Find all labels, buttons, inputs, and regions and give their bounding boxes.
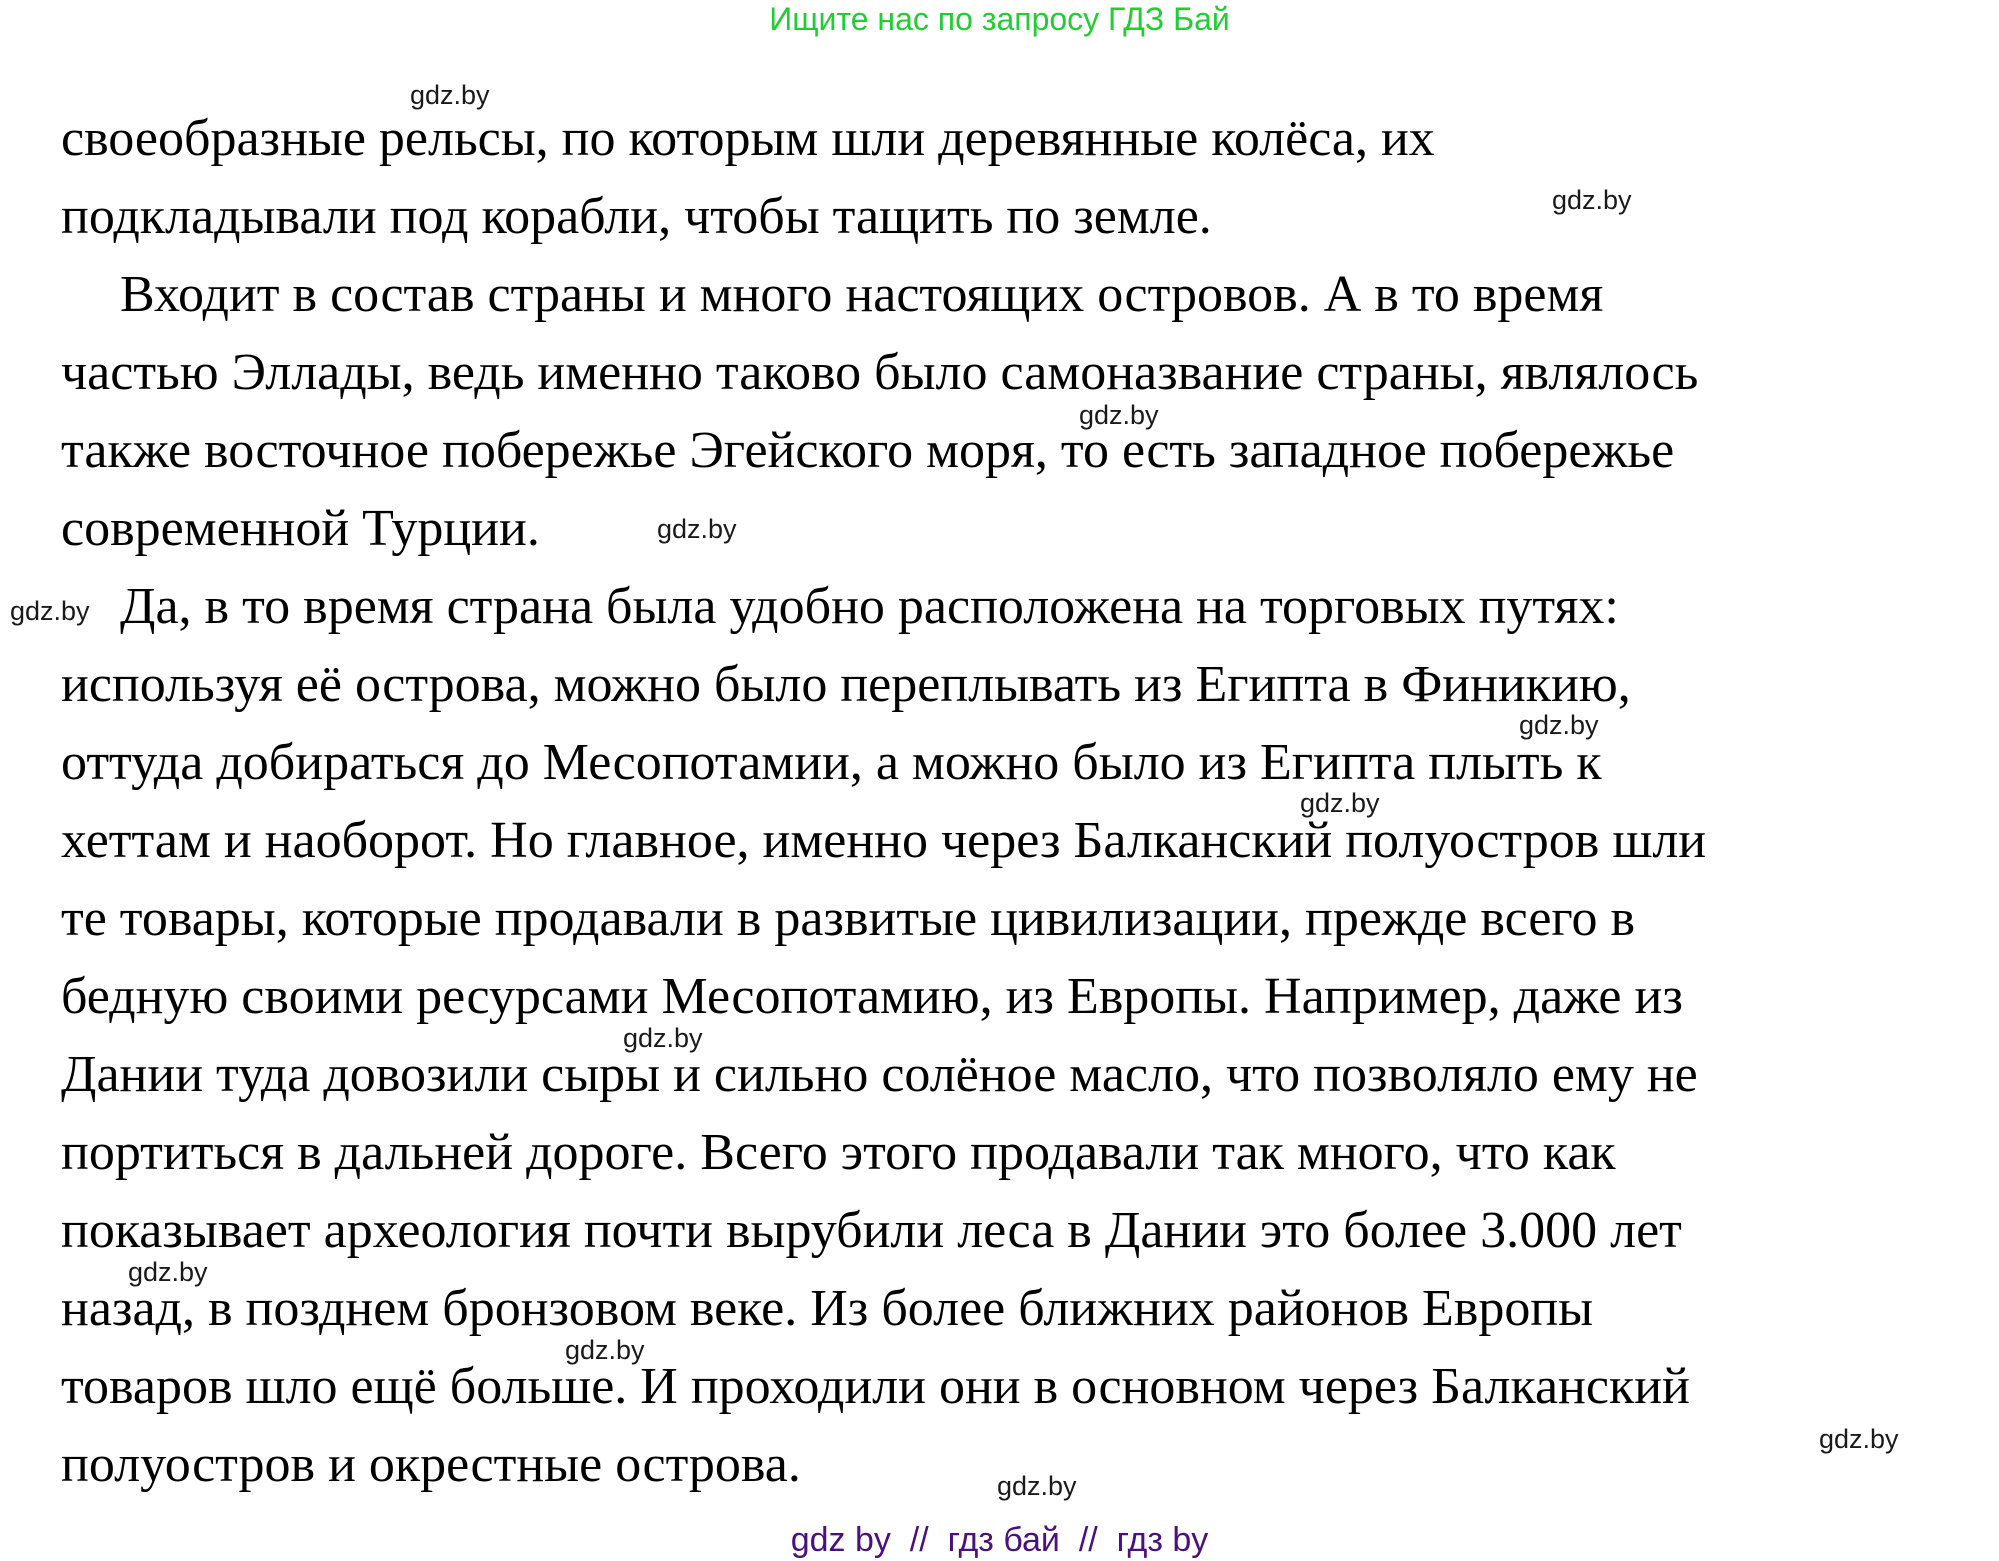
watermark: gdz.by bbox=[410, 80, 490, 110]
footer-links: gdz by // гдз бай // гдз by bbox=[790, 1521, 1209, 1559]
watermark: gdz.by bbox=[1519, 710, 1599, 740]
search-hint-banner: Ищите нас по запросу ГДЗ Бай bbox=[769, 1, 1230, 37]
watermark: gdz.by bbox=[623, 1023, 703, 1053]
text-line: бедную своими ресурсами Месопотамию, из Европы. Например, даже из bbox=[61, 968, 1683, 1025]
watermark: gdz.by bbox=[565, 1335, 645, 1365]
text-line: частью Эллады, ведь именно таково было самоназвание страны, являлось bbox=[61, 344, 1699, 401]
watermark: gdz.by bbox=[997, 1471, 1077, 1501]
watermark: gdz.by bbox=[1819, 1424, 1899, 1454]
text-line: Входит в состав страны и много настоящих островов. А в то время bbox=[120, 266, 1604, 323]
text-line: современной Турции. bbox=[61, 500, 540, 557]
text-line: хеттам и наоборот. Но главное, именно через Балканский полуостров шли bbox=[61, 812, 1707, 869]
watermark: gdz.by bbox=[1300, 788, 1380, 818]
text-line: своеобразные рельсы, по которым шли деревянные колёса, их bbox=[61, 110, 1435, 167]
text-line: используя её острова, можно было переплывать из Египта в Финикию, bbox=[61, 656, 1631, 713]
watermark: gdz.by bbox=[657, 514, 737, 544]
text-line: те товары, которые продавали в развитые цивилизации, прежде всего в bbox=[61, 890, 1635, 947]
text-line: показывает археология почти вырубили леса в Дании это более 3.000 лет bbox=[61, 1202, 1682, 1259]
text-line: товаров шло ещё больше. И проходили они в основном через Балканский bbox=[61, 1358, 1690, 1415]
text-line: полуостров и окрестные острова. bbox=[61, 1436, 801, 1493]
text-line: подкладывали под корабли, чтобы тащить по земле. bbox=[61, 188, 1212, 245]
watermark: gdz.by bbox=[10, 596, 90, 626]
watermark: gdz.by bbox=[1552, 185, 1632, 215]
watermark: gdz.by bbox=[128, 1257, 208, 1287]
text-line: портиться в дальней дороге. Всего этого продавали так много, что как bbox=[61, 1124, 1616, 1181]
text-line: назад, в позднем бронзовом веке. Из более ближних районов Европы bbox=[61, 1280, 1594, 1337]
text-line: Да, в то время страна была удобно расположена на торговых путях: bbox=[120, 578, 1619, 635]
text-line: оттуда добираться до Месопотамии, а можно было из Египта плыть к bbox=[61, 734, 1602, 791]
text-line: Дании туда довозили сыры и сильно солёное масло, что позволяло ему не bbox=[61, 1046, 1698, 1103]
text-line: также восточное побережье Эгейского моря, то есть западное побережье bbox=[61, 422, 1675, 479]
watermark: gdz.by bbox=[1079, 400, 1159, 430]
